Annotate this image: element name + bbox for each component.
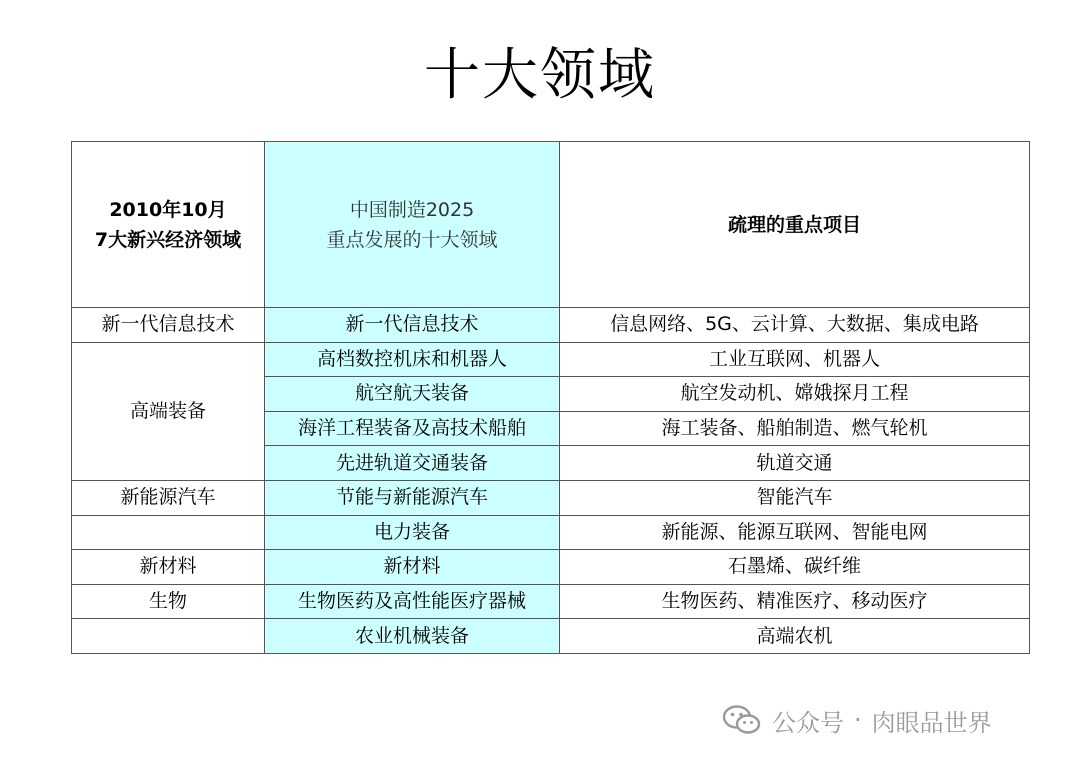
cell-domain: 新一代信息技术 [265, 308, 560, 343]
slide-title: 十大领域 [424, 43, 656, 108]
cell-domain: 农业机械装备 [265, 619, 560, 654]
table-row [72, 619, 1030, 654]
cell-projects: 新能源、能源互联网、智能电网 [560, 515, 1030, 550]
cell-sector: 生物 [72, 584, 265, 619]
cell-domain: 先进轨道交通装备 [265, 446, 560, 481]
cell-sector [72, 619, 265, 654]
cell-sector: 高端装备 [72, 342, 265, 480]
cell-projects: 石墨烯、碳纤维 [560, 550, 1030, 585]
header-col1-line2: 7大新兴经济领域 [94, 228, 242, 251]
header-cell-emerging-sectors [72, 142, 265, 308]
header-col1-line1: 2010年10月 [109, 198, 227, 221]
cell-sector [72, 515, 265, 550]
cell-domain: 海洋工程装备及高技术船舶 [265, 411, 560, 446]
cell-sector: 新能源汽车 [72, 480, 265, 515]
header-col2-line1: 中国制造2025 [349, 198, 475, 221]
cell-projects: 轨道交通 [560, 446, 1030, 481]
cell-projects: 生物医药、精准医疗、移动医疗 [560, 584, 1030, 619]
table-row [72, 550, 1030, 585]
wechat-watermark [722, 700, 992, 740]
cell-domain: 生物医药及高性能医疗器械 [265, 584, 560, 619]
cell-projects: 高端农机 [560, 619, 1030, 654]
table-header-row [72, 142, 1030, 308]
table-row [72, 584, 1030, 619]
cell-projects: 航空发动机、嫦娥探月工程 [560, 377, 1030, 412]
table-row [72, 480, 1030, 515]
watermark-prefix: 公众号 [772, 708, 844, 737]
wechat-icon [722, 704, 762, 736]
cell-domain: 航空航天装备 [265, 377, 560, 412]
cell-projects: 信息网络、5G、云计算、大数据、集成电路 [560, 308, 1030, 343]
header-col2-line2: 重点发展的十大领域 [326, 228, 498, 251]
watermark-account: 肉眼品世界 [871, 708, 992, 737]
table-row [72, 308, 1030, 343]
table-row [72, 515, 1030, 550]
cell-projects: 工业互联网、机器人 [560, 342, 1030, 377]
cell-sector: 新材料 [72, 550, 265, 585]
cell-sector: 新一代信息技术 [72, 308, 265, 343]
watermark-separator: · [854, 706, 862, 734]
cell-domain: 新材料 [265, 550, 560, 585]
cell-domain: 高档数控机床和机器人 [265, 342, 560, 377]
header-cell-made-in-china-2025 [265, 142, 560, 308]
cell-domain: 电力装备 [265, 515, 560, 550]
cell-domain: 节能与新能源汽车 [265, 480, 560, 515]
header-cell-key-projects: 疏理的重点项目 [560, 142, 1030, 308]
cell-projects: 智能汽车 [560, 480, 1030, 515]
cell-projects: 海工装备、船舶制造、燃气轮机 [560, 411, 1030, 446]
domains-table [71, 141, 1030, 654]
table-row [72, 342, 1030, 377]
